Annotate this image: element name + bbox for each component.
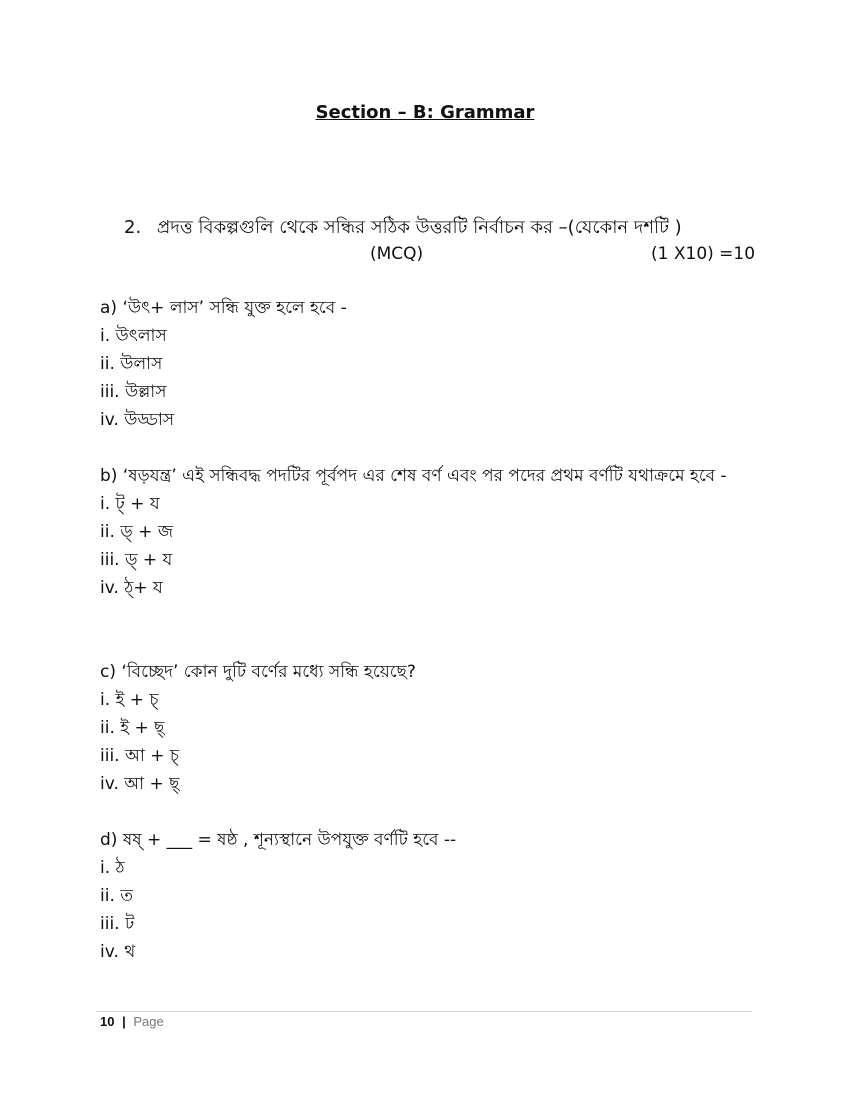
option-i: i. ই + চ্ <box>100 690 159 710</box>
item-stem: c) ‘বিচ্ছেদ’ কোন দুটি বর্ণের মধ্যে সন্ধি হয়েছে? <box>100 662 416 682</box>
option-i: i. উৎলাস <box>100 326 167 346</box>
mcq-item-a <box>100 294 750 434</box>
item-stem: a) ‘উৎ+ লাস’ সন্ধি যুক্ত হলে হবে - <box>100 298 347 318</box>
page-footer <box>100 1014 164 1029</box>
option-iv: iv. আ + ছ্ <box>100 774 180 794</box>
question-heading <box>124 213 682 244</box>
option-iii: iii. ট <box>100 914 135 934</box>
page-number: 10 <box>100 1014 115 1029</box>
question-type: (MCQ) <box>370 244 424 264</box>
option-iii: iii. আ + চ্ <box>100 746 180 766</box>
option-iv: iv. উড্ডাস <box>100 410 175 430</box>
option-iv: iv. ঠ্+ য <box>100 578 163 598</box>
mcq-item-b <box>100 462 750 602</box>
option-ii: ii. ই + ছ্ <box>100 718 165 738</box>
footer-divider <box>96 1011 752 1012</box>
question-number: 2. <box>124 217 142 238</box>
item-stem: d) ষষ্ + ___ = ষষ্ঠ , শূন্যস্থানে উপযুক্ত বর্ণটি হবে -- <box>100 830 457 850</box>
option-i: i. ঠ <box>100 858 125 878</box>
mcq-item-d <box>100 826 750 966</box>
question-text: প্রদত্ত বিকল্পগুলি থেকে সন্ধির সঠিক উত্তরটি নির্বাচন কর –(যেকোন দশটি ) <box>156 217 682 238</box>
page-label: Page <box>133 1014 164 1029</box>
mcq-item-c <box>100 658 750 798</box>
item-stem: b) ‘ষড়যন্ত্র’ এই সন্ধিবদ্ধ পদটির পূর্বপদ এর শেষ বর্ণ এবং পর পদের প্রথম বর্ণটি যথাক্রমে হবে - <box>100 466 727 486</box>
question-marks: (1 X10) =10 <box>651 244 756 264</box>
option-iii: iii. ড্ + য <box>100 550 173 570</box>
footer-separator: | <box>122 1014 126 1029</box>
option-iv: iv. থ <box>100 942 136 962</box>
option-ii: ii. উলাস <box>100 354 163 374</box>
option-i: i. ট্ + য <box>100 494 160 514</box>
option-ii: ii. ড্ + জ <box>100 522 174 542</box>
option-iii: iii. উল্লাস <box>100 382 167 402</box>
section-title: Section – B: Grammar <box>315 102 535 123</box>
option-ii: ii. ত <box>100 886 134 906</box>
